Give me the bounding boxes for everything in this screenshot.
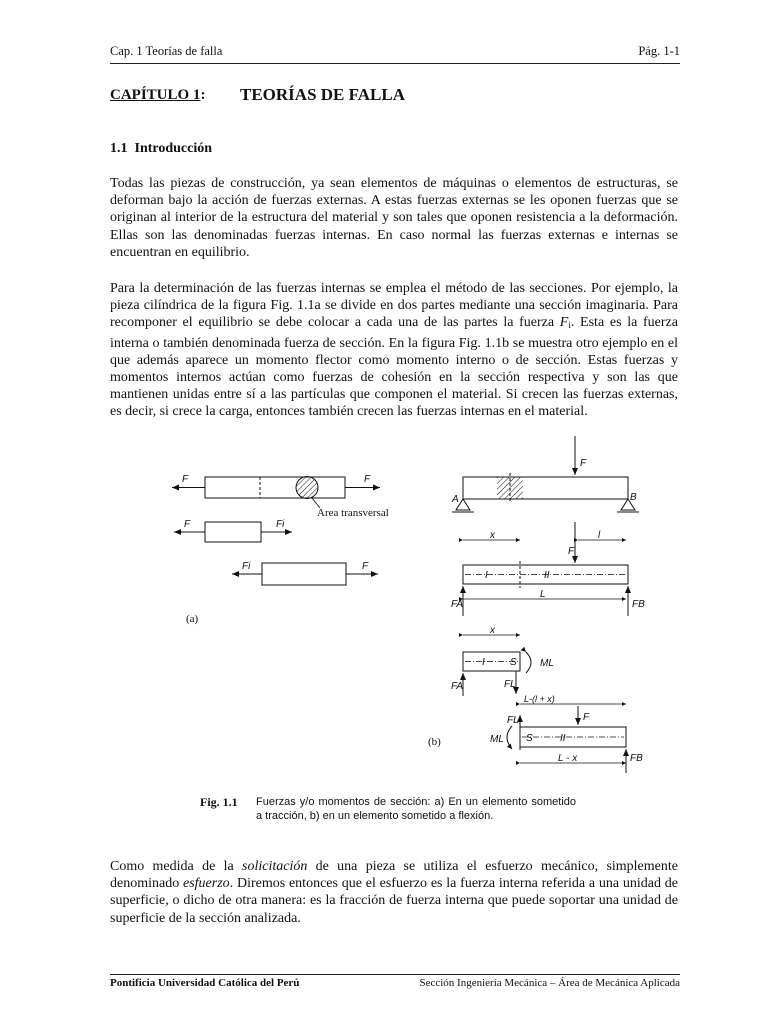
force-label: F [364,474,371,485]
support-label: B [630,492,637,503]
area-label: Area transversal [317,507,389,519]
force-label: F [580,458,587,469]
header-rule [110,63,680,64]
figure-part-a [172,474,389,625]
reaction-label: FA [451,681,464,692]
internal-force-label: Fi [242,561,251,572]
force-label: F [182,474,189,485]
paragraph-text: Para la determinación de las fuerzas internas se emplea el método de las secciones. Por ejemplo, la pieza cilíndrica de la figura Fig. 1.1a se divide en dos partes mediante una sección imaginaria. Para recomponer el equilibrio se debe colocar a cada una de las partes la fuerza [110,281,678,331]
support-label: A [452,494,459,505]
moment-arrow [526,652,531,673]
emphasis-term: esfuerzo [183,876,230,892]
figure-label-a: (a) [186,613,199,625]
page-header-left: Cap. 1 Teorías de falla [110,44,223,58]
figure-1-1 [160,430,660,790]
force-label: F [362,561,369,572]
paragraph-text: de una pieza se utiliza el esfuerzo mecánico, simplemente denominado [110,859,678,892]
segment-label: I [482,657,485,668]
cross-section-circle [296,477,318,499]
paragraph-text: Como medida de la [110,859,243,874]
section-number: 1.1 [110,141,128,156]
chapter-heading [110,85,405,104]
figure-part-b [428,436,645,773]
reaction-label: FB [630,753,643,764]
moment-label: ML [540,658,554,669]
dimension-label: x [490,530,495,541]
force-label: F [184,519,191,530]
footer-left: Pontificia Universidad Católica del Perú [110,977,300,989]
reaction-label: FB [632,599,645,610]
paragraph-intro: Todas las piezas de construcción, ya sean elementos de máquinas o elementos de estructuras, se deforman bajo la acción de fuerzas externas. A estas fuerzas externas se les oponen fuerzas que se originan al interior de la estructura del material y son tales que oponen resistencia a la deformación. Ellas son las denominadas fuerzas internas. En caso normal las fuerzas externas e internas se encuentran en equilibrio. [110,176,678,260]
force-symbol: F [559,315,569,331]
section-title: Introducción [134,141,213,156]
bar-left-piece [205,522,261,542]
figure-label-b: (b) [428,736,441,748]
paragraph-text: . Esta es la fuerza interna o también denominada fuerza de sección. En la figura Fig. 1.1b se muestra otro ejemplo en el que además aparece un momento flector como momento interno o de sección. Estas fuerzas y momentos internos actúan como fuerzas de cohesión en la sección respectiva y son las que mantienen unidas entre sí a las partículas que componen el material. Si crecen las fuerzas externas, es decir, si crece la carga, entonces también crecen las fuerzas internas en el material. [110,315,678,420]
force-label: F [583,712,590,723]
internal-force-label: FL [507,715,519,726]
dimension-label: L [540,589,546,600]
dimension-label: L-(l + x) [524,694,555,704]
moment-arrow [507,726,512,749]
caption-text: Fuerzas y/o momentos de sección: a) En un elemento sometido a tracción, b) en un elemento sometido a flexión. [256,796,576,822]
page-number: Pág. 1-1 [638,44,680,58]
section-heading [110,141,212,157]
force-subscript: i [568,320,571,331]
paragraph-text: . Diremos entonces que el esfuerzo es la fuerza interna referida a una unidad de superficie, o dicho de otra manera: es la fracción de fuerza interna que puede soportar una unidad de superficie de la sección analizada. [110,876,678,926]
chapter-title: TEORÍAS DE FALLA [240,85,405,104]
segment-label: I [485,570,488,581]
internal-force-label: FL [504,679,516,690]
paragraph-sections-method [110,280,678,421]
dimension-label: l [598,530,601,541]
point-label: S [526,733,533,744]
bar-full [205,477,345,498]
reaction-label: FA [451,599,464,610]
emphasis-term: solicitación [242,859,308,874]
chapter-colon: : [200,87,206,103]
chapter-label: CAPÍTULO 1 [110,87,201,103]
dimension-label: L - x [558,753,578,764]
force-label: F [568,546,575,557]
point-label: S [510,657,517,668]
dimension-label: x [490,625,495,636]
paragraph-stress [110,858,678,927]
footer-rule [110,974,680,975]
segment-label: II [544,570,550,581]
bar-right-piece [262,563,346,585]
caption-label: Fig. 1.1 [200,795,238,809]
footer-right: Sección Ingeniería Mecánica – Área de Mecánica Aplicada [419,977,680,989]
segment-label: II [560,733,566,744]
internal-force-label: Fi [276,519,285,530]
beam [463,477,628,499]
moment-label: ML [490,734,504,745]
